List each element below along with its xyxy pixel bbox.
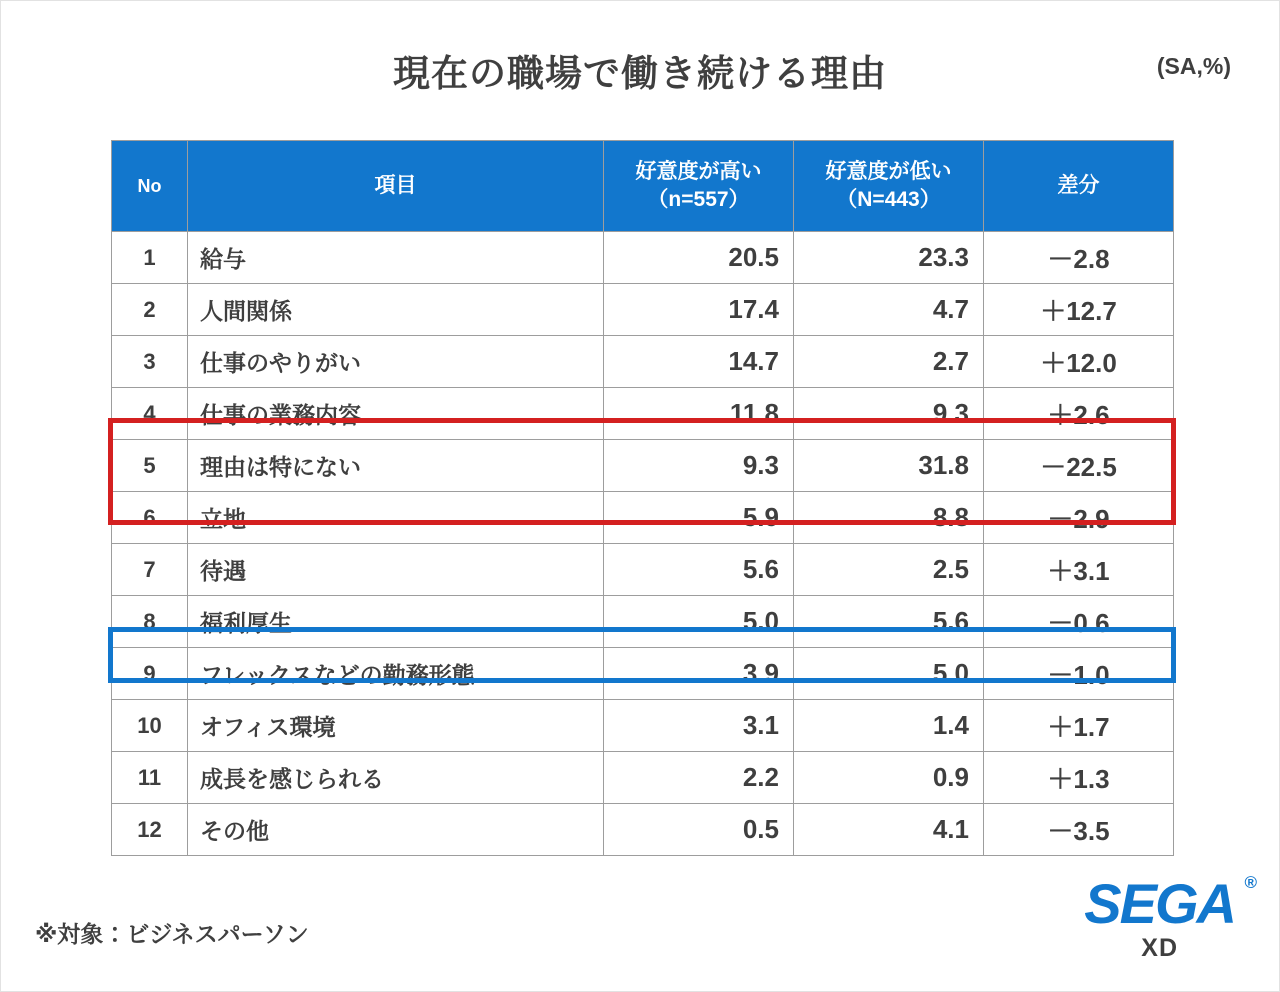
sega-xd-logo [1084,872,1255,963]
cell-no: 10 [112,700,188,752]
cell-low: 8.8 [794,492,984,544]
cell-item: 立地 [188,492,604,544]
cell-no: 2 [112,284,188,336]
table-row [112,700,1174,752]
cell-diff: －3.5 [984,804,1174,856]
cell-diff: －2.9 [984,492,1174,544]
column-header-item [188,141,604,232]
data-table-container [111,140,1173,856]
cell-no: 7 [112,544,188,596]
cell-low: 23.3 [794,232,984,284]
table-header-row [112,141,1174,232]
cell-diff: ＋3.1 [984,544,1174,596]
table-header [112,141,1174,232]
unit-label: (SA,%) [1156,53,1231,79]
cell-item: 成長を感じられる [188,752,604,804]
cell-high: 14.7 [604,336,794,388]
table-row [112,648,1174,700]
cell-no: 3 [112,336,188,388]
cell-diff: ＋1.7 [984,700,1174,752]
cell-item: 理由は特にない [188,440,604,492]
cell-high: 3.9 [604,648,794,700]
column-header-difference-line1: 差分 [1057,173,1100,197]
cell-diff: －22.5 [984,440,1174,492]
xd-logo-text: XD [1141,934,1179,962]
cell-diff: －2.8 [984,232,1174,284]
cell-item: 給与 [188,232,604,284]
cell-low: 31.8 [794,440,984,492]
cell-high: 3.1 [604,700,794,752]
cell-low: 9.3 [794,388,984,440]
cell-item: 福利厚生 [188,596,604,648]
cell-low: 1.4 [794,700,984,752]
cell-high: 2.2 [604,752,794,804]
table-row [112,804,1174,856]
column-header-low-favorability [794,141,984,232]
cell-item: 人間関係 [188,284,604,336]
cell-high: 0.5 [604,804,794,856]
column-header-no [112,141,188,232]
cell-low: 5.0 [794,648,984,700]
table-row [112,232,1174,284]
cell-no: 8 [112,596,188,648]
cell-low: 2.7 [794,336,984,388]
cell-low: 5.6 [794,596,984,648]
column-header-item-line1: 項目 [374,173,417,197]
table-row [112,544,1174,596]
table-row [112,336,1174,388]
cell-item: フレックスなどの勤務形態 [188,648,604,700]
table-row [112,492,1174,544]
cell-high: 5.6 [604,544,794,596]
cell-no: 9 [112,648,188,700]
table-body [112,232,1174,856]
cell-diff: ＋12.0 [984,336,1174,388]
cell-low: 4.7 [794,284,984,336]
table-row [112,596,1174,648]
table-row [112,752,1174,804]
cell-high: 5.0 [604,596,794,648]
column-header-difference [984,141,1174,232]
cell-diff: ＋2.6 [984,388,1174,440]
column-header-low-line2: （N=443） [836,188,941,211]
column-header-low-line1: 好意度が低い [825,159,952,183]
cell-item: 仕事の業務内容 [188,388,604,440]
sega-logo-mark [1084,872,1255,935]
cell-item: オフィス環境 [188,700,604,752]
column-header-high-line2: （n=557） [647,188,750,211]
cell-no: 12 [112,804,188,856]
cell-no: 5 [112,440,188,492]
cell-diff: －1.0 [984,648,1174,700]
cell-item: 待遇 [188,544,604,596]
cell-no: 11 [112,752,188,804]
cell-diff: ＋1.3 [984,752,1174,804]
cell-high: 11.8 [604,388,794,440]
cell-item: 仕事のやりがい [188,336,604,388]
cell-no: 6 [112,492,188,544]
cell-low: 4.1 [794,804,984,856]
table-row [112,440,1174,492]
cell-no: 4 [112,388,188,440]
cell-low: 0.9 [794,752,984,804]
cell-low: 2.5 [794,544,984,596]
reasons-table [111,140,1174,856]
cell-high: 5.9 [604,492,794,544]
column-header-high-favorability [604,141,794,232]
cell-no: 1 [112,232,188,284]
cell-high: 9.3 [604,440,794,492]
page-title: 現在の職場で働き続ける理由 [393,53,887,94]
column-header-high-line1: 好意度が高い [635,159,762,183]
sega-logo-text: SEGA [1084,872,1235,935]
cell-item: その他 [188,804,604,856]
table-row [112,388,1174,440]
column-header-no-line1: No [137,175,162,196]
footnote: ※対象：ビジネスパーソン [35,921,309,947]
cell-diff: ＋12.7 [984,284,1174,336]
cell-high: 17.4 [604,284,794,336]
cell-diff: －0.6 [984,596,1174,648]
registered-trademark-icon: ® [1244,873,1255,892]
table-row [112,284,1174,336]
cell-high: 20.5 [604,232,794,284]
